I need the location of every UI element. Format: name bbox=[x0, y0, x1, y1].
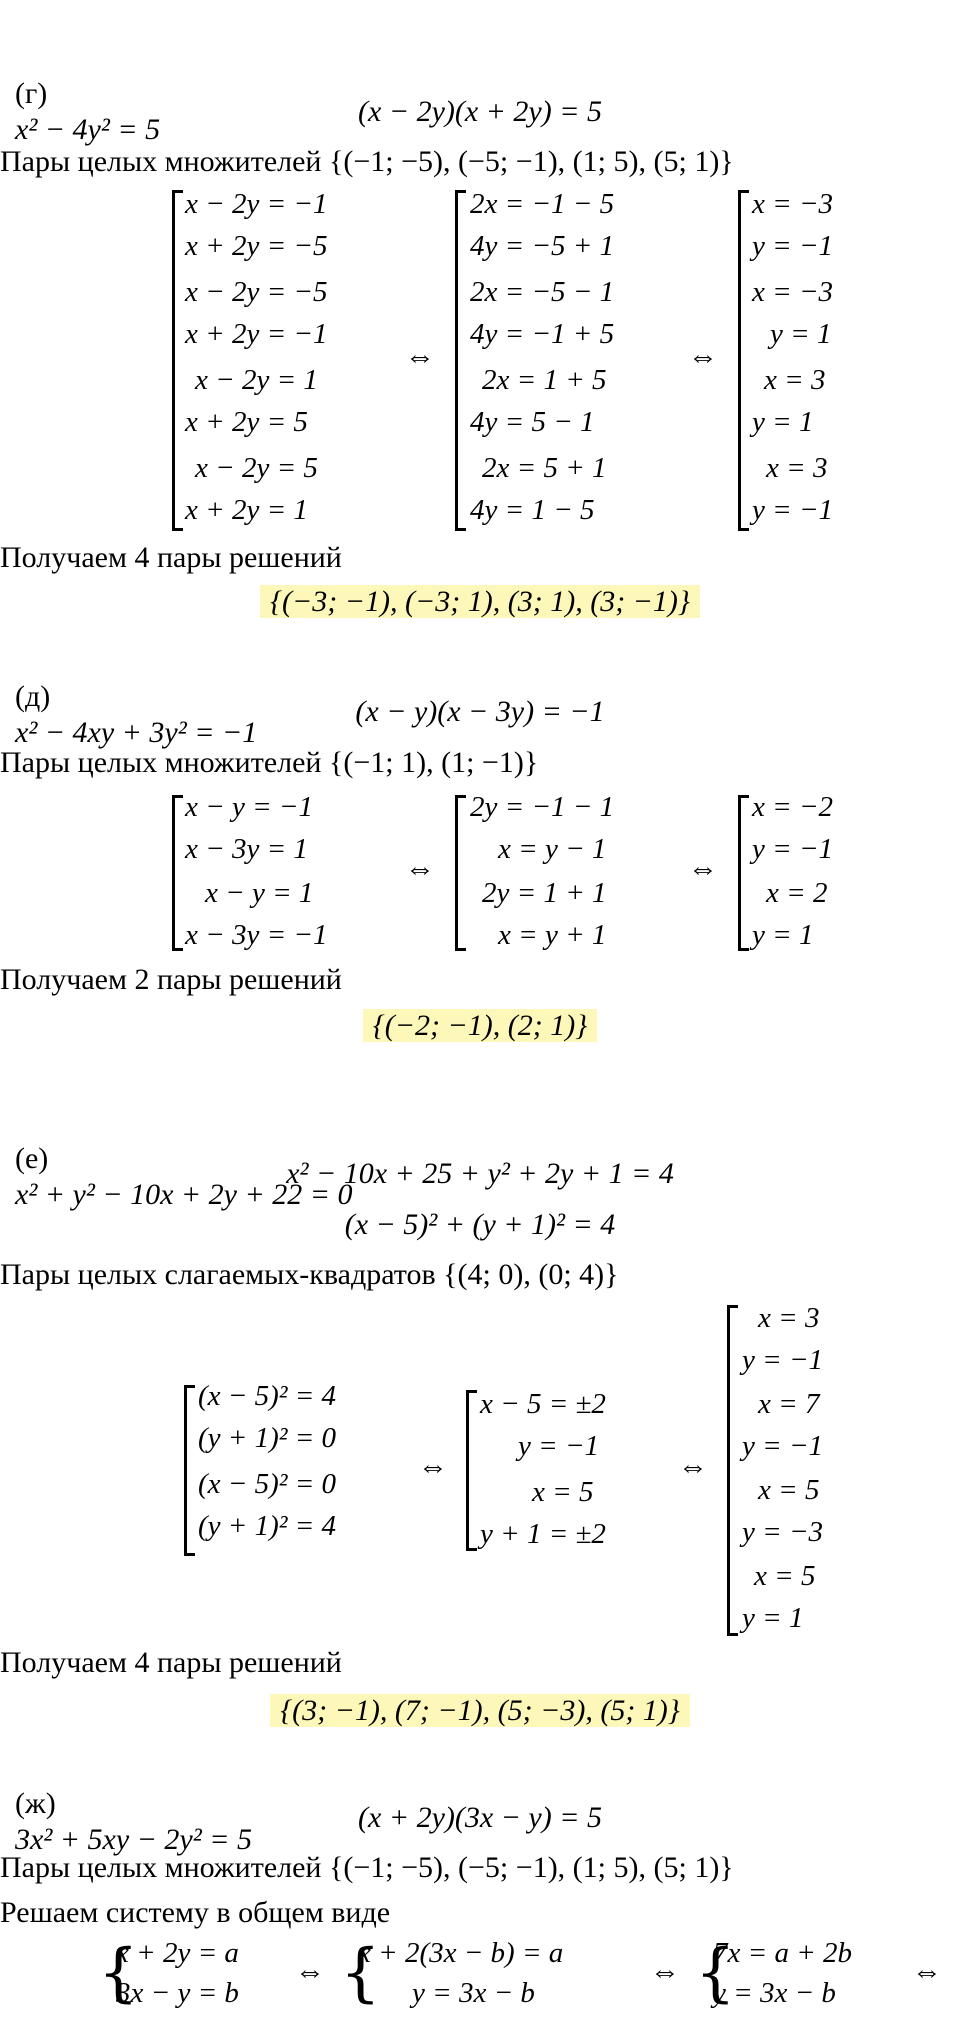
equivalence-icon: ⇔ bbox=[688, 340, 718, 373]
equivalence-icon: ⇔ bbox=[678, 1450, 708, 1483]
equation: x² − 4y² = 5 bbox=[15, 113, 161, 146]
result-highlight: {(−2; −1), (2; 1)} bbox=[363, 1009, 597, 1042]
section-label: (д) bbox=[15, 680, 51, 713]
general-solve-label: Решаем систему в общем виде bbox=[0, 1896, 391, 1929]
equivalence-icon: ⇔ bbox=[295, 1955, 325, 1988]
section-label: (г) bbox=[15, 77, 48, 110]
equivalence-icon: ⇔ bbox=[405, 340, 435, 373]
result-highlight: {(−3; −1), (−3; 1), (3; 1), (3; −1)} bbox=[260, 585, 700, 618]
factor-pairs: Пары целых множителей {(−1; −5), (−5; −1), (1; 5), (5; 1)} bbox=[0, 145, 734, 178]
square-pairs: Пары целых слагаемых-квадратов {(4; 0), (0; 4)} bbox=[0, 1258, 619, 1291]
transformed-equation: (x − 5)² + (y + 1)² = 4 bbox=[344, 1208, 616, 1241]
result-label: Получаем 4 пары решений bbox=[0, 541, 342, 574]
result-highlight: {(3; −1), (7; −1), (5; −3), (5; 1)} bbox=[270, 1694, 690, 1727]
equation: x² − 4xy + 3y² = −1 bbox=[15, 716, 258, 749]
factor-pairs: Пары целых множителей {(−1; −5), (−5; −1), (1; 5), (5; 1)} bbox=[0, 1851, 734, 1884]
equivalence-icon: ⇔ bbox=[418, 1450, 448, 1483]
equivalence-icon: ⇔ bbox=[688, 852, 718, 885]
equation: 3x² + 5xy − 2y² = 5 bbox=[15, 1823, 252, 1856]
equivalence-icon: ⇔ bbox=[650, 1955, 680, 1988]
factor-pairs: Пары целых множителей {(−1; 1), (1; −1)} bbox=[0, 746, 539, 779]
result-label: Получаем 4 пары решений bbox=[0, 1646, 342, 1679]
section-label: (е) bbox=[15, 1142, 49, 1175]
equation: x² + y² − 10x + 2y + 22 = 0 bbox=[15, 1178, 353, 1211]
equivalence-icon: ⇔ bbox=[405, 852, 435, 885]
transformed-equation: x² − 10x + 25 + y² + 2y + 1 = 4 bbox=[286, 1157, 674, 1190]
factored-equation: (x − y)(x − 3y) = −1 bbox=[355, 695, 605, 728]
factored-equation: (x − 2y)(x + 2y) = 5 bbox=[358, 95, 602, 128]
factored-equation: (x + 2y)(3x − y) = 5 bbox=[358, 1801, 602, 1834]
section-label: (ж) bbox=[15, 1787, 56, 1820]
equivalence-icon: ⇔ bbox=[912, 1955, 942, 1988]
result-label: Получаем 2 пары решений bbox=[0, 963, 342, 996]
